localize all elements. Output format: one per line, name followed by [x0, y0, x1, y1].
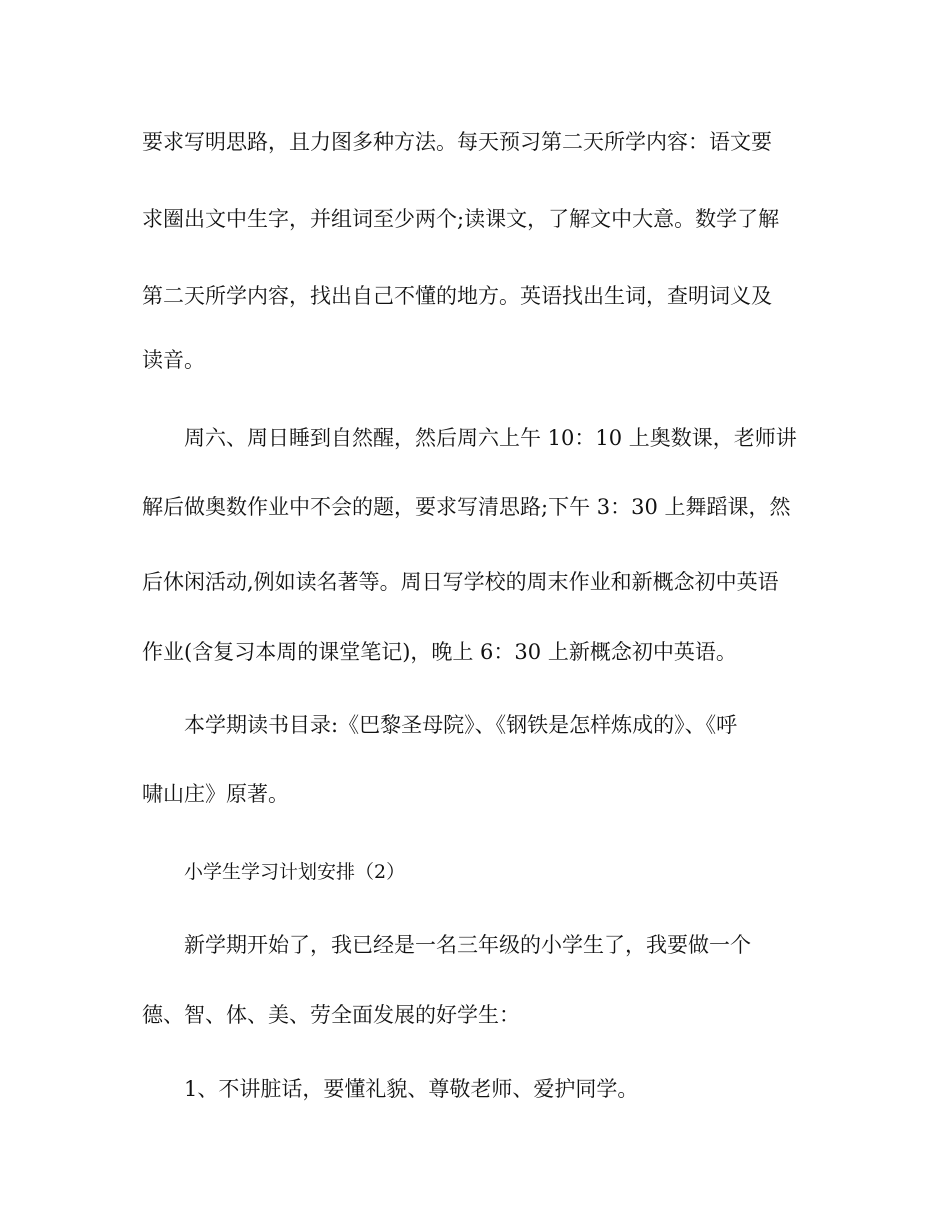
paragraph-line-8: 作业(含复习本周的课堂笔记)，晚上 6：30 上新概念初中英语。 — [142, 640, 737, 664]
paragraph-line-7: 后休闲活动,例如读名著等。周日写学校的周末作业和新概念初中英语 — [142, 570, 779, 594]
paragraph-line-3: 第二天所学内容，找出自己不懂的地方。英语找出生词，查明词义及 — [142, 284, 772, 308]
paragraph-line-5: 周六、周日睡到自然醒，然后周六上午 10：10 上奥数课，老师讲 — [184, 426, 797, 450]
paragraph-line-1: 要求写明思路，且力图多种方法。每天预习第二天所学内容：语文要 — [142, 130, 772, 154]
paragraph-line-4: 读音。 — [142, 348, 205, 372]
paragraph-line-13: 德、智、体、美、劳全面发展的好学生： — [142, 1003, 520, 1027]
paragraph-line-6: 解后做奥数作业中不会的题，要求写清思路;下午 3：30 上舞蹈课，然 — [142, 495, 791, 519]
paragraph-line-12: 新学期开始了，我已经是一名三年级的小学生了，我要做一个 — [184, 933, 751, 957]
paragraph-line-2: 求圈出文中生字，并组词至少两个;读课文，了解文中大意。数学了解 — [142, 207, 780, 231]
paragraph-line-10: 啸山庄》原著。 — [142, 782, 289, 806]
paragraph-line-9: 本学期读书目录:《巴黎圣母院》、《钢铁是怎样炼成的》、《呼 — [184, 713, 738, 737]
section-heading: 小学生学习计划安排（2） — [184, 861, 406, 883]
list-item-1: 1、不讲脏话，要懂礼貌、尊敬老师、爱护同学。 — [184, 1077, 639, 1101]
